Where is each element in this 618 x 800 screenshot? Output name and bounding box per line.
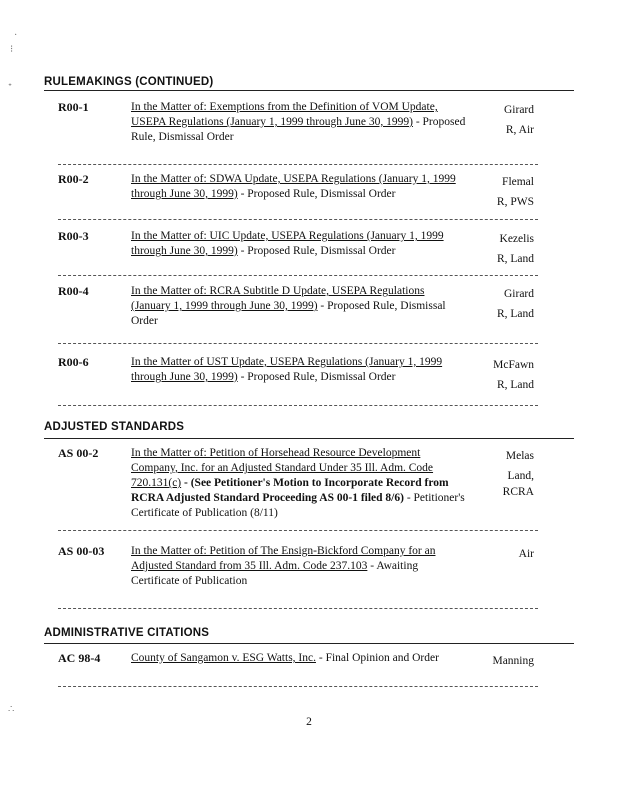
docket-number: R00-4 [58, 284, 89, 298]
case-description [131, 355, 466, 385]
case-status: - Proposed Rule, Dismissal Order [131, 300, 446, 327]
row-divider [58, 219, 538, 220]
case-description [131, 229, 466, 259]
case-status: - Proposed Rule, Dismissal Order [237, 188, 396, 200]
case-title: In the Matter of: Petition of The Ensign-Bickford Company for an Adjusted Standard from 35 Ill. Adm. Code 237.103 [131, 545, 436, 572]
case-description [131, 544, 466, 589]
section-rule [44, 438, 574, 439]
board-member: Flemal [502, 176, 534, 188]
case-assignment [497, 284, 534, 324]
case-title: In the Matter of UST Update, USEPA Regulations (January 1, 1999 through June 30, 1999) [131, 356, 443, 383]
case-assignment [492, 651, 534, 671]
case-type: R, Land [496, 253, 534, 265]
case-status: - Awaiting Certificate of Publication [131, 560, 419, 587]
case-description [131, 446, 466, 521]
board-member: Girard [503, 288, 534, 300]
case-description [131, 100, 466, 145]
case-title: In the Matter of: RCRA Subtitle D Update, USEPA Regulations (January 1, 1999 through June 30, 1999) [131, 285, 425, 312]
scan-speck: ⁝ [10, 44, 14, 55]
docket-number: AS 00-2 [58, 446, 99, 460]
docket-number: AS 00-03 [58, 544, 105, 558]
row-divider [58, 275, 538, 276]
docket-number: R00-6 [58, 355, 89, 369]
row-divider [58, 530, 538, 531]
case-type: R, Air [505, 124, 534, 136]
case-description [131, 284, 466, 329]
section-heading-adjusted-standards: ADJUSTED STANDARDS [44, 421, 185, 433]
board-member: Kezelis [499, 233, 534, 245]
case-assignment [503, 446, 534, 500]
case-type: RCRA [502, 486, 534, 498]
docket-number: R00-1 [58, 100, 89, 114]
row-divider [58, 608, 538, 609]
row-divider [58, 343, 538, 344]
board-member: Girard [503, 104, 534, 116]
case-title: In the Matter of: Petition of Horsehead Resource Development Company, Inc. for an Adjusted Standard Under 35 Ill. Adm. Code 720.131(c) [131, 447, 434, 489]
case-status: - Petitioner's Certificate of Publication (8/11) [131, 492, 465, 519]
docket-number: AC 98-4 [58, 651, 101, 665]
case-type: R, Land [496, 308, 534, 320]
case-description [131, 172, 466, 202]
case-status: - Proposed Rule, Dismissal Order [131, 116, 466, 143]
case-type: R, Land [496, 379, 534, 391]
scan-speck: · [14, 30, 18, 41]
row-divider [58, 686, 538, 687]
docket-number: R00-3 [58, 229, 89, 243]
case-assignment [504, 100, 534, 140]
case-assignment [497, 229, 534, 269]
case-status: - Proposed Rule, Dismissal Order [237, 245, 396, 257]
docket-number: R00-2 [58, 172, 89, 186]
page-number: 2 [306, 716, 312, 728]
case-title: In the Matter of: UIC Update, USEPA Regulations (January 1, 1999 through June 30, 1999) [131, 230, 444, 257]
case-title: In the Matter of: Exemptions from the Definition of VOM Update, USEPA Regulations (January 1, 1999 through June 30, 1999) [131, 101, 438, 128]
case-type: R, PWS [496, 196, 534, 208]
case-type: Land, [507, 470, 534, 482]
section-rule [44, 90, 574, 91]
case-assignment [493, 355, 534, 395]
section-rule [44, 643, 574, 644]
case-assignment [519, 544, 534, 564]
board-member: Manning [492, 655, 534, 667]
case-status: - Proposed Rule, Dismissal Order [237, 371, 396, 383]
case-assignment [497, 172, 534, 212]
section-heading-administrative-citations: ADMINISTRATIVE CITATIONS [44, 627, 210, 639]
case-description [131, 651, 491, 666]
case-title: In the Matter of: SDWA Update, USEPA Regulations (January 1, 1999 through June 30, 1999) [131, 173, 456, 200]
scan-speck: ᐩ [8, 82, 12, 93]
board-member: Melas [505, 450, 534, 462]
row-divider [58, 405, 538, 406]
case-title: County of Sangamon v. ESG Watts, Inc. [131, 652, 316, 664]
row-divider [58, 164, 538, 165]
case-status: - Final Opinion and Order [315, 652, 439, 664]
case-type: Air [518, 548, 534, 560]
scan-speck: ∴ [8, 704, 15, 715]
board-member: McFawn [493, 359, 534, 371]
case-motion-note: - (See Petitioner's Motion to Incorporate Record from RCRA Adjusted Standard Proceeding AS 00-1 filed 8/6) [131, 477, 449, 504]
section-heading-rulemakings: RULEMAKINGS (CONTINUED) [44, 76, 214, 88]
